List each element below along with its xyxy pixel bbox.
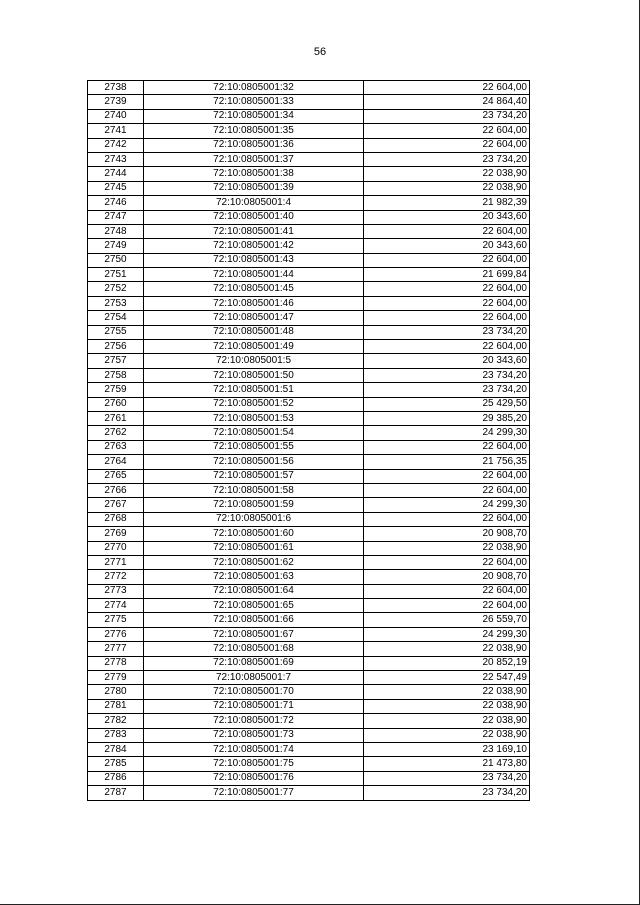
- value-cell: 20 343,60: [364, 354, 530, 368]
- value-cell: 23 734,20: [364, 109, 530, 123]
- row-number-cell: 2746: [88, 196, 144, 210]
- cadastral-number-cell: 72:10:0805001:64: [144, 584, 364, 598]
- cadastral-number-cell: 72:10:0805001:35: [144, 124, 364, 138]
- cadastral-number-cell: 72:10:0805001:33: [144, 95, 364, 109]
- table-row: [88, 426, 530, 440]
- row-number-cell: 2741: [88, 124, 144, 138]
- table-row: [88, 340, 530, 354]
- row-number-cell: 2752: [88, 282, 144, 296]
- cadastral-number-cell: 72:10:0805001:50: [144, 368, 364, 382]
- row-number-cell: 2780: [88, 685, 144, 699]
- value-cell: 23 734,20: [364, 383, 530, 397]
- table-row: [88, 239, 530, 253]
- page-number: 56: [313, 46, 327, 58]
- cadastral-number-cell: 72:10:0805001:46: [144, 296, 364, 310]
- table-row: [88, 311, 530, 325]
- table-row: [88, 354, 530, 368]
- cadastral-number-cell: 72:10:0805001:5: [144, 354, 364, 368]
- row-number-cell: 2750: [88, 253, 144, 267]
- row-number-cell: 2777: [88, 642, 144, 656]
- table-row: [88, 656, 530, 670]
- table-row: [88, 512, 530, 526]
- row-number-cell: 2787: [88, 786, 144, 800]
- cadastral-number-cell: 72:10:0805001:66: [144, 613, 364, 627]
- row-number-cell: 2775: [88, 613, 144, 627]
- value-cell: 26 559,70: [364, 613, 530, 627]
- cadastral-number-cell: 72:10:0805001:37: [144, 152, 364, 166]
- table-row: [88, 786, 530, 800]
- value-cell: 22 604,00: [364, 584, 530, 598]
- cadastral-number-cell: 72:10:0805001:40: [144, 210, 364, 224]
- table-row: [88, 411, 530, 425]
- cadastral-number-cell: 72:10:0805001:39: [144, 181, 364, 195]
- value-cell: 22 038,90: [364, 541, 530, 555]
- value-cell: 21 699,84: [364, 268, 530, 282]
- table-row: [88, 570, 530, 584]
- value-cell: 23 169,10: [364, 742, 530, 756]
- row-number-cell: 2773: [88, 584, 144, 598]
- cadastral-number-cell: 72:10:0805001:76: [144, 771, 364, 785]
- cadastral-number-cell: 72:10:0805001:34: [144, 109, 364, 123]
- table-row: [88, 627, 530, 641]
- value-cell: 22 604,00: [364, 81, 530, 95]
- cadastral-number-cell: 72:10:0805001:63: [144, 570, 364, 584]
- cadastral-number-cell: 72:10:0805001:48: [144, 325, 364, 339]
- value-cell: 22 547,49: [364, 671, 530, 685]
- row-number-cell: 2751: [88, 268, 144, 282]
- cadastral-number-cell: 72:10:0805001:58: [144, 483, 364, 497]
- cadastral-number-cell: 72:10:0805001:77: [144, 786, 364, 800]
- table-row: [88, 642, 530, 656]
- row-number-cell: 2747: [88, 210, 144, 224]
- value-cell: 22 038,90: [364, 714, 530, 728]
- value-cell: 22 604,00: [364, 138, 530, 152]
- row-number-cell: 2779: [88, 671, 144, 685]
- cadastral-number-cell: 72:10:0805001:62: [144, 555, 364, 569]
- cadastral-number-cell: 72:10:0805001:75: [144, 757, 364, 771]
- value-cell: 22 604,00: [364, 124, 530, 138]
- value-cell: 22 604,00: [364, 282, 530, 296]
- row-number-cell: 2781: [88, 699, 144, 713]
- table-row: [88, 455, 530, 469]
- value-cell: 20 343,60: [364, 210, 530, 224]
- table-row: [88, 109, 530, 123]
- value-cell: 22 604,00: [364, 555, 530, 569]
- row-number-cell: 2758: [88, 368, 144, 382]
- row-number-cell: 2785: [88, 757, 144, 771]
- row-number-cell: 2748: [88, 224, 144, 238]
- row-number-cell: 2740: [88, 109, 144, 123]
- cadastral-number-cell: 72:10:0805001:60: [144, 527, 364, 541]
- cadastral-number-cell: 72:10:0805001:42: [144, 239, 364, 253]
- row-number-cell: 2739: [88, 95, 144, 109]
- cadastral-number-cell: 72:10:0805001:47: [144, 311, 364, 325]
- value-cell: 22 604,00: [364, 311, 530, 325]
- row-number-cell: 2770: [88, 541, 144, 555]
- cadastral-number-cell: 72:10:0805001:44: [144, 268, 364, 282]
- cadastral-number-cell: 72:10:0805001:38: [144, 167, 364, 181]
- row-number-cell: 2761: [88, 411, 144, 425]
- table-row: [88, 325, 530, 339]
- value-cell: 22 604,00: [364, 512, 530, 526]
- row-number-cell: 2764: [88, 455, 144, 469]
- cadastral-number-cell: 72:10:0805001:32: [144, 81, 364, 95]
- value-cell: 23 734,20: [364, 152, 530, 166]
- table-row: [88, 584, 530, 598]
- table-row: [88, 124, 530, 138]
- value-cell: 22 038,90: [364, 699, 530, 713]
- cadastral-number-cell: 72:10:0805001:72: [144, 714, 364, 728]
- cadastral-number-cell: 72:10:0805001:57: [144, 469, 364, 483]
- row-number-cell: 2765: [88, 469, 144, 483]
- value-cell: 22 604,00: [364, 224, 530, 238]
- row-number-cell: 2771: [88, 555, 144, 569]
- row-number-cell: 2768: [88, 512, 144, 526]
- table-row: [88, 397, 530, 411]
- value-cell: 22 604,00: [364, 340, 530, 354]
- table-body: [88, 81, 530, 801]
- value-cell: 22 038,90: [364, 181, 530, 195]
- cadastral-number-cell: 72:10:0805001:49: [144, 340, 364, 354]
- value-cell: 29 385,20: [364, 411, 530, 425]
- table-row: [88, 599, 530, 613]
- cadastral-number-cell: 72:10:0805001:70: [144, 685, 364, 699]
- value-cell: 23 734,20: [364, 786, 530, 800]
- value-cell: 24 299,30: [364, 426, 530, 440]
- value-cell: 22 038,90: [364, 642, 530, 656]
- row-number-cell: 2772: [88, 570, 144, 584]
- value-cell: 21 756,35: [364, 455, 530, 469]
- row-number-cell: 2763: [88, 440, 144, 454]
- table-row: [88, 483, 530, 497]
- cadastral-number-cell: 72:10:0805001:43: [144, 253, 364, 267]
- cadastral-number-cell: 72:10:0805001:68: [144, 642, 364, 656]
- row-number-cell: 2786: [88, 771, 144, 785]
- cadastral-number-cell: 72:10:0805001:4: [144, 196, 364, 210]
- row-number-cell: 2782: [88, 714, 144, 728]
- cadastral-number-cell: 72:10:0805001:55: [144, 440, 364, 454]
- row-number-cell: 2766: [88, 483, 144, 497]
- value-cell: 22 038,90: [364, 685, 530, 699]
- row-number-cell: 2774: [88, 599, 144, 613]
- cadastral-number-cell: 72:10:0805001:59: [144, 498, 364, 512]
- table-row: [88, 527, 530, 541]
- value-cell: 22 604,00: [364, 440, 530, 454]
- value-cell: 22 604,00: [364, 253, 530, 267]
- table-row: [88, 152, 530, 166]
- row-number-cell: 2754: [88, 311, 144, 325]
- cadastral-number-cell: 72:10:0805001:71: [144, 699, 364, 713]
- cadastral-number-cell: 72:10:0805001:41: [144, 224, 364, 238]
- row-number-cell: 2743: [88, 152, 144, 166]
- row-number-cell: 2760: [88, 397, 144, 411]
- value-cell: 20 908,70: [364, 570, 530, 584]
- row-number-cell: 2767: [88, 498, 144, 512]
- row-number-cell: 2742: [88, 138, 144, 152]
- cadastral-number-cell: 72:10:0805001:74: [144, 742, 364, 756]
- row-number-cell: 2776: [88, 627, 144, 641]
- value-cell: 23 734,20: [364, 325, 530, 339]
- row-number-cell: 2744: [88, 167, 144, 181]
- table-row: [88, 196, 530, 210]
- cadastral-number-cell: 72:10:0805001:61: [144, 541, 364, 555]
- value-cell: 22 604,00: [364, 469, 530, 483]
- value-cell: 22 038,90: [364, 728, 530, 742]
- row-number-cell: 2759: [88, 383, 144, 397]
- row-number-cell: 2769: [88, 527, 144, 541]
- value-cell: 21 473,80: [364, 757, 530, 771]
- cadastral-number-cell: 72:10:0805001:51: [144, 383, 364, 397]
- value-cell: 22 604,00: [364, 296, 530, 310]
- table-row: [88, 498, 530, 512]
- table-row: [88, 181, 530, 195]
- cadastral-number-cell: 72:10:0805001:52: [144, 397, 364, 411]
- table-row: [88, 253, 530, 267]
- row-number-cell: 2738: [88, 81, 144, 95]
- table-row: [88, 699, 530, 713]
- value-cell: 22 604,00: [364, 599, 530, 613]
- table-row: [88, 685, 530, 699]
- value-cell: 20 852,19: [364, 656, 530, 670]
- row-number-cell: 2755: [88, 325, 144, 339]
- value-cell: 25 429,50: [364, 397, 530, 411]
- value-cell: 24 299,30: [364, 627, 530, 641]
- cadastral-number-cell: 72:10:0805001:73: [144, 728, 364, 742]
- row-number-cell: 2762: [88, 426, 144, 440]
- table-row: [88, 210, 530, 224]
- table-row: [88, 282, 530, 296]
- table-row: [88, 268, 530, 282]
- row-number-cell: 2784: [88, 742, 144, 756]
- cadastral-number-cell: 72:10:0805001:7: [144, 671, 364, 685]
- cadastral-number-cell: 72:10:0805001:45: [144, 282, 364, 296]
- table-row: [88, 742, 530, 756]
- value-cell: 24 299,30: [364, 498, 530, 512]
- table-row: [88, 728, 530, 742]
- row-number-cell: 2745: [88, 181, 144, 195]
- cadastral-number-cell: 72:10:0805001:36: [144, 138, 364, 152]
- value-cell: 20 908,70: [364, 527, 530, 541]
- table-row: [88, 138, 530, 152]
- value-cell: 22 604,00: [364, 483, 530, 497]
- row-number-cell: 2753: [88, 296, 144, 310]
- row-number-cell: 2778: [88, 656, 144, 670]
- value-cell: 23 734,20: [364, 771, 530, 785]
- table-row: [88, 368, 530, 382]
- cadastral-number-cell: 72:10:0805001:54: [144, 426, 364, 440]
- cadastral-value-table: [87, 80, 530, 801]
- value-cell: 21 982,39: [364, 196, 530, 210]
- value-cell: 24 864,40: [364, 95, 530, 109]
- value-cell: 22 038,90: [364, 167, 530, 181]
- row-number-cell: 2783: [88, 728, 144, 742]
- table-row: [88, 555, 530, 569]
- cadastral-number-cell: 72:10:0805001:53: [144, 411, 364, 425]
- table-row: [88, 296, 530, 310]
- table-row: [88, 224, 530, 238]
- cadastral-number-cell: 72:10:0805001:65: [144, 599, 364, 613]
- cadastral-number-cell: 72:10:0805001:56: [144, 455, 364, 469]
- table-row: [88, 440, 530, 454]
- value-cell: 23 734,20: [364, 368, 530, 382]
- cadastral-number-cell: 72:10:0805001:67: [144, 627, 364, 641]
- row-number-cell: 2757: [88, 354, 144, 368]
- table-row: [88, 714, 530, 728]
- table-row: [88, 469, 530, 483]
- table-row: [88, 383, 530, 397]
- table-row: [88, 541, 530, 555]
- table-row: [88, 613, 530, 627]
- row-number-cell: 2756: [88, 340, 144, 354]
- table-row: [88, 167, 530, 181]
- table-row: [88, 95, 530, 109]
- cadastral-number-cell: 72:10:0805001:69: [144, 656, 364, 670]
- table-row: [88, 757, 530, 771]
- row-number-cell: 2749: [88, 239, 144, 253]
- table-row: [88, 771, 530, 785]
- value-cell: 20 343,60: [364, 239, 530, 253]
- cadastral-number-cell: 72:10:0805001:6: [144, 512, 364, 526]
- table-row: [88, 671, 530, 685]
- table-row: [88, 81, 530, 95]
